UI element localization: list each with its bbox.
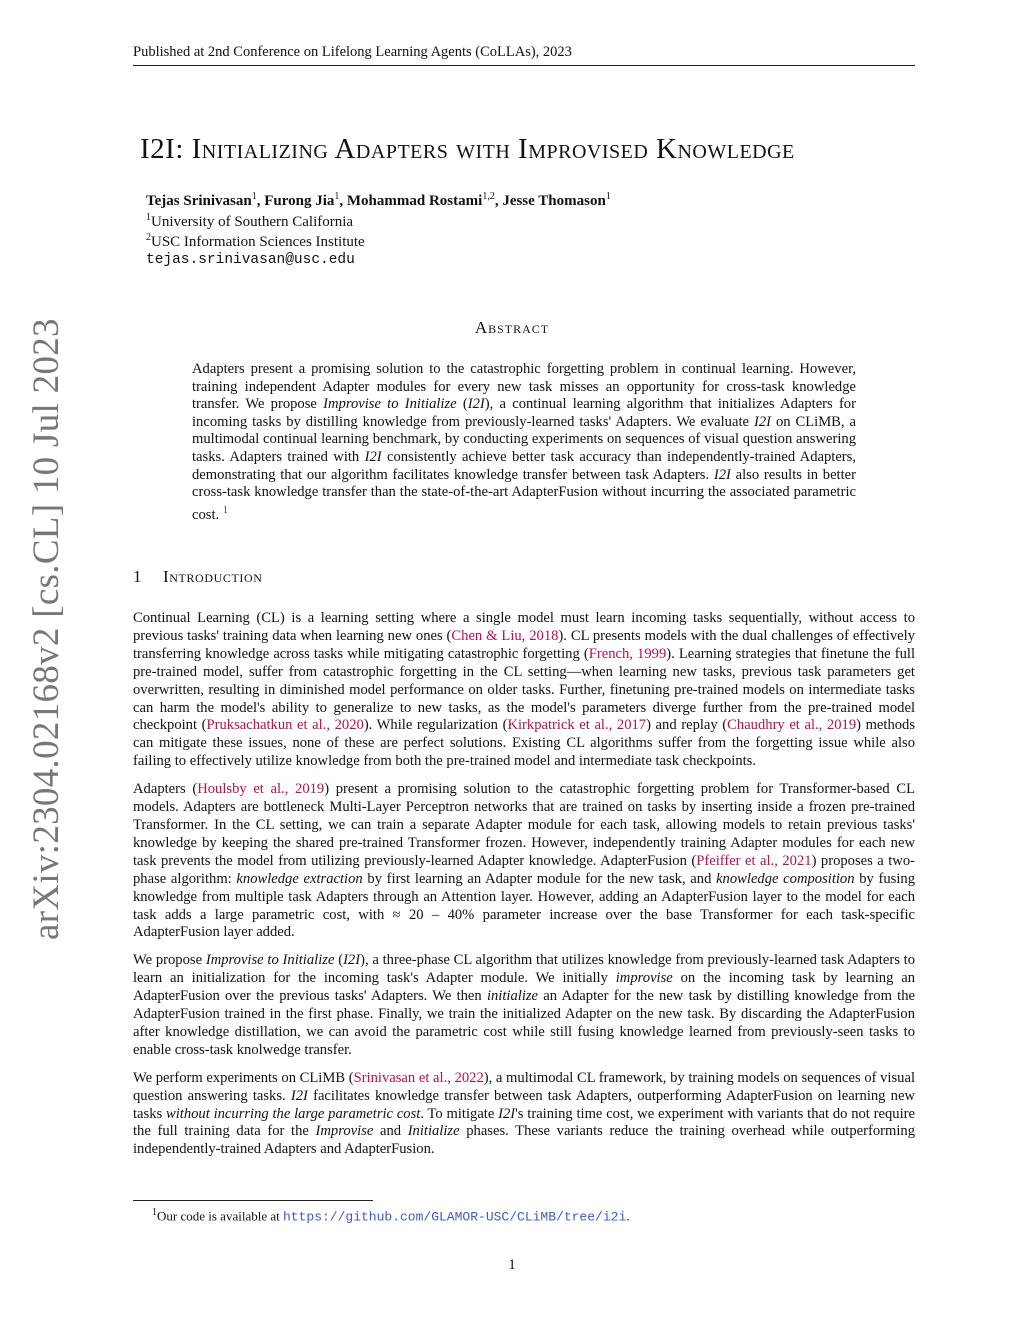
author-name: Furong Jia [264,193,335,209]
citation-link[interactable]: Chen & Liu, 2018 [451,627,559,644]
author-name: Jesse Thomason [502,193,606,209]
citation-link[interactable]: Pruksachatkun et al., 2020 [206,717,364,734]
citation-link[interactable]: Houlsby et al., 2019 [197,781,325,798]
citation-link[interactable]: Srinivasan et al., 2022 [353,1069,484,1086]
page-number: 1 [508,1257,516,1273]
paragraph: We propose Improvise to Initialize (I2I), a three-phase CL algorithm that utilizes knowledge from previously-learned task Adapters to learn an initialization for the incoming task's Adapter module. We initially improvise on the incoming task by learning an AdapterFusion over the previous tasks' Adapters. We then initialize an Adapter for the new task by distilling knowledge from the AdapterFusion trained in the first phase. Finally, we train the initialized Adapter on the new task. By discarding the AdapterFusion after knowledge distillation, we can avoid the parametric cost while still fusing knowledge learned from previously-seen tasks to enable cross-task knolwedge transfer. [133,952,915,1058]
footnote-rule [133,1200,373,1201]
citation-link[interactable]: Kirkpatrick et al., 2017 [507,717,647,734]
citation-link[interactable]: Chaudhry et al., 2019 [727,717,857,734]
paragraph: Adapters (Houlsby et al., 2019) present a promising solution to the catastrophic forgetting problem for Transformer-based CL models. Adapters are bottleneck Multi-Layer Perceptron networks that are trained on tasks by inserting inside a frozen pre-trained Transformer. In the CL setting, we can train a separate Adapter module for each task, allowing models to retain previous tasks' knowledge by keeping the shared pre-trained Transformer frozen. However, independently training Adapter modules for each new task prevents the model from utilizing previously-learned Adapter knowledge. AdapterFusion (Pfeiffer et al., 2021) proposes a two-phase algorithm: knowledge extraction by first learning an Adapter module for the new task, and knowledge composition by fusing knowledge from multiple task Adapters through an Attention layer. However, adding an AdapterFusion layer to the model for each task adds a large parametric cost, with ≈ 20 – 40% parameter increase over the base Transformer for each task-specific AdapterFusion layer added. [133,781,915,941]
section-heading: 1 Introduction [133,567,263,586]
citation-link[interactable]: French, 1999 [588,645,667,662]
author-email[interactable]: tejas.srinivasan@usc.edu [146,252,355,268]
author-name: Mohammad Rostami [346,193,483,209]
footnote: $^1$Our code is available at https://github.com/GLAMOR-USC/CLiMB/tree/i2i. [152,1207,630,1225]
affiliation: $^2$USC Information Sciences Institute [146,232,365,250]
footnote-link[interactable]: 1 [222,504,228,516]
code-url-link[interactable]: https://github.com/GLAMOR-USC/CLiMB/tree/i2i [282,1209,627,1225]
abstract-heading: Abstract [474,318,550,337]
affiliation: $^1$University of Southern California [146,212,354,230]
paper-title: I2I: Initializing Adapters with Improvised Knowledge [140,133,795,165]
citation-link[interactable]: Pfeiffer et al., 2021 [696,852,812,869]
arxiv-identifier: arXiv:2304.02168v2 [cs.CL] 10 Jul 2023 [26,318,67,940]
author-name: Tejas Srinivasan [146,193,252,209]
main-text [133,610,915,1169]
paragraph: We perform experiments on CLiMB (Srinivasan et al., 2022), a multimodal CL framework, by training models on sequences of visual question answering tasks. I2I facilitates knowledge transfer between task Adapters, outperforming AdapterFusion on learning new tasks without incurring the large parametric cost. To mitigate I2I's training time cost, we experiment with variants that do not require the full training data for the Improvise and Initialize phases. These variants reduce the training overhead while outperforming independently-trained Adapters and AdapterFusion. [133,1069,915,1158]
abstract-body: Adapters present a promising solution to the catastrophic forgetting problem in continual learning. However, training independent Adapter modules for every new task misses an opportunity for cross-task knowledge transfer. We propose Improvise to Initialize (I2I), a continual learning algorithm that initializes Adapters for incoming tasks by distilling knowledge from previously-learned tasks' Adapters. We evaluate I2I on CLiMB, a multimodal continual learning benchmark, by conducting experiments on sequences of visual question answering tasks. Adapters trained with I2I consistently achieve better task accuracy than independently-trained Adapters, demonstrating that our algorithm facilitates knowledge transfer between task Adapters. I2I also results in better cross-task knowledge transfer than the state-of-the-art AdapterFusion without incurring the associated parametric cost. $^1$ [192,361,856,523]
author-list: Tejas Srinivasan$^1$, Furong Jia$^1$, Mohammad Rostami$^{1,2}$, Jesse Thomason$^1$ [146,191,611,209]
paragraph: Continual Learning (CL) is a learning setting where a single model must learn incoming tasks sequentially, without access to previous tasks' training data when learning new ones (Chen & Liu, 2018). CL presents models with the dual challenges of effectively transferring knowledge across tasks while mitigating catastrophic forgetting (French, 1999). Learning strategies that finetune the full pre-trained model, suffer from catastrophic forgetting in the CL setting—when learning new tasks, previous task parameters get overwritten, resulting in diminished model performance on older tasks. Further, finetuning pre-trained models on intermediate tasks can harm the model's ability to generalize to new tasks, as the model's parameters diverge further from the pre-trained model checkpoint (Pruksachatkun et al., 2020). While regularization (Kirkpatrick et al., 2017) and replay (Chaudhry et al., 2019) methods can mitigate these issues, none of these are perfect solutions. Existing CL algorithms suffer from the forgetting issue while also failing to effectively utilize knowledge from both the pre-trained model and intermediate task checkpoints. [133,610,916,770]
running-header: Published at 2nd Conference on Lifelong Learning Agents (CoLLAs), 2023 [133,44,915,66]
